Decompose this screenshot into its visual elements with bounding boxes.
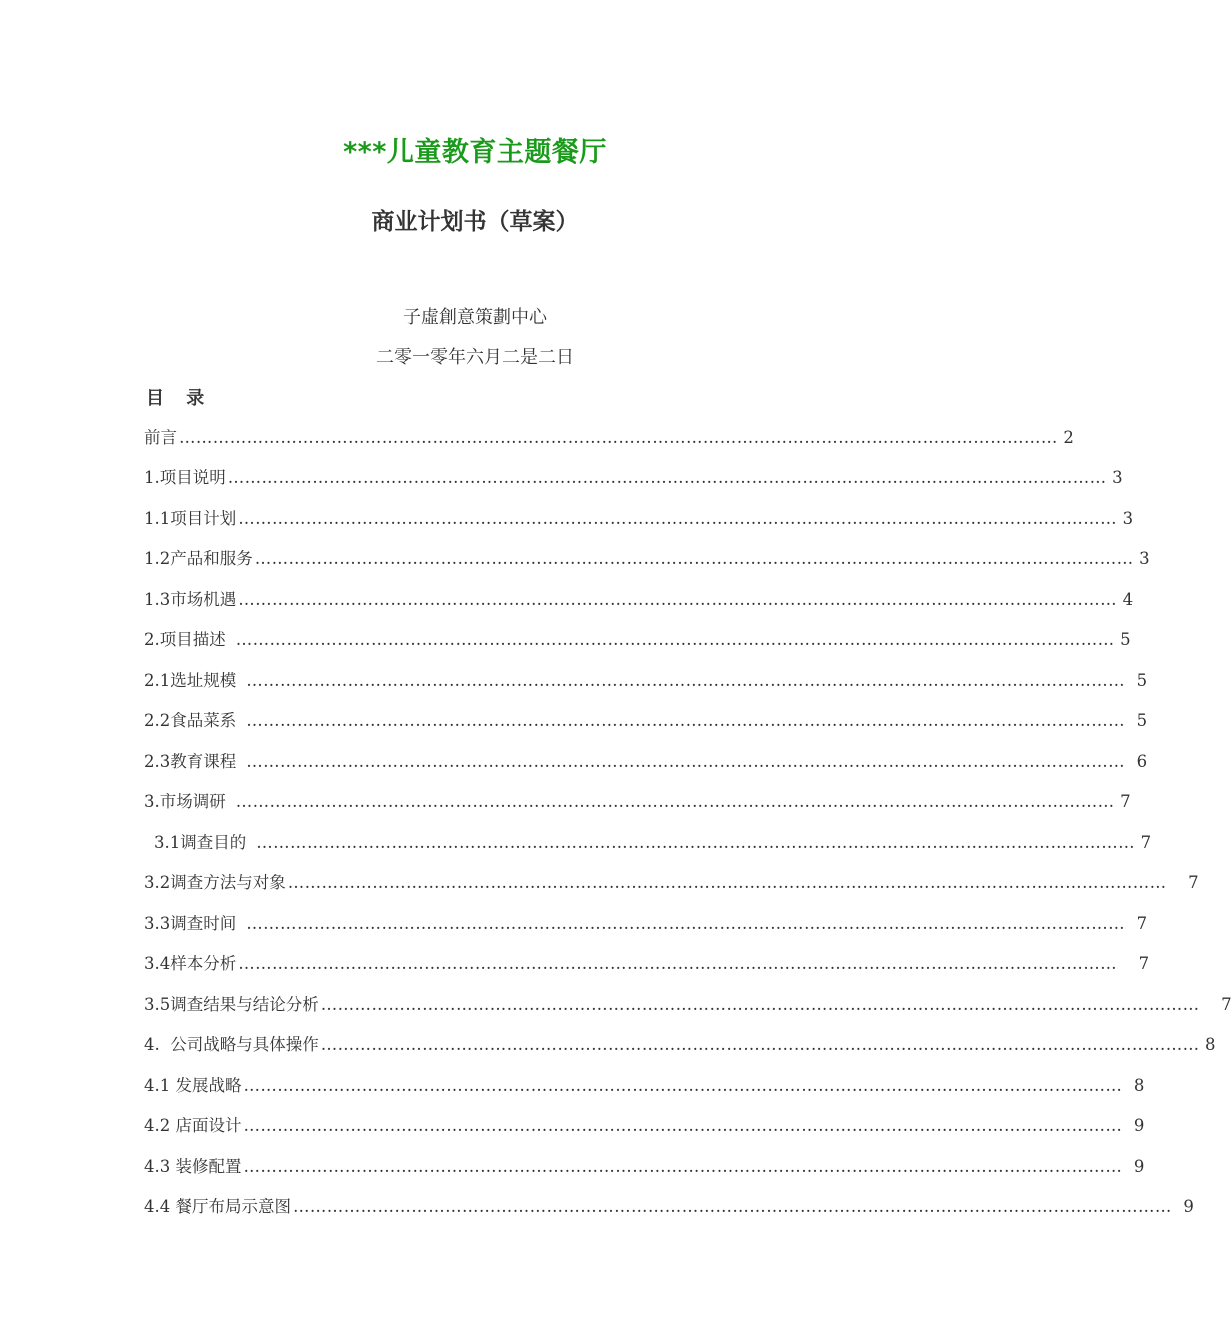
organization-name: 子虛創意策劃中心 — [403, 307, 547, 328]
toc-entry[interactable] — [144, 788, 1131, 814]
toc-entry-page: 9 — [1133, 1116, 1145, 1135]
toc-leader-dots: ………………………………………………………………………………………………………………………………………… — [246, 671, 1126, 690]
toc-entry-label: 1.3市场机遇 — [144, 590, 237, 609]
toc-entry[interactable] — [144, 950, 1150, 976]
toc-entry-page: 7 — [1221, 995, 1232, 1014]
toc-leader-dots: ………………………………………………………………………………………………………………………………………… — [235, 792, 1115, 811]
toc-entry-label: 2.1选址规模 — [144, 671, 237, 690]
toc-entry[interactable] — [144, 464, 1123, 490]
toc-leader-dots: ………………………………………………………………………………………………………………………………………… — [254, 549, 1134, 568]
toc-entry-label: 2.2食品菜系 — [144, 711, 237, 730]
toc-entry-page: 7 — [1188, 873, 1199, 892]
toc-leader-dots: ………………………………………………………………………………………………………………………………………… — [235, 630, 1115, 649]
toc-entry-page: 8 — [1205, 1035, 1216, 1054]
toc-entry-label: 2.3教育课程 — [144, 752, 237, 771]
toc-entry-label: 1.2产品和服务 — [144, 549, 253, 568]
toc-entry-page: 7 — [1120, 792, 1131, 811]
toc-entry-page: 3 — [1139, 549, 1150, 568]
toc-leader-dots: ………………………………………………………………………………………………………………………………………… — [246, 752, 1126, 771]
toc-entry-page: 7 — [1138, 954, 1150, 973]
toc-entry[interactable] — [144, 910, 1148, 936]
toc-entry[interactable] — [144, 667, 1148, 693]
toc-entry-label: 3.2调查方法与对象 — [144, 873, 286, 892]
toc-entry-label: 3.1调查目的 — [154, 833, 247, 852]
toc-entry[interactable] — [144, 1112, 1145, 1138]
toc-entry-page: 4 — [1122, 590, 1134, 609]
document-date: 二零一零年六月二是二日 — [376, 347, 574, 368]
toc-leader-dots: ………………………………………………………………………………………………………………………………………… — [179, 428, 1058, 447]
toc-entry-page: 7 — [1136, 914, 1148, 933]
toc-entry[interactable] — [144, 748, 1148, 774]
toc-leader-dots: ………………………………………………………………………………………………………………………………………… — [320, 1035, 1200, 1054]
toc-leader-dots: ………………………………………………………………………………………………………………………………………… — [227, 468, 1107, 487]
toc-entry-label: 3.5调查结果与结论分析 — [144, 995, 319, 1014]
toc-entry-page: 8 — [1133, 1076, 1145, 1095]
toc-leader-dots: ………………………………………………………………………………………………………………………………………… — [238, 590, 1118, 609]
toc-entry-page: 6 — [1136, 752, 1148, 771]
toc-entry-page: 9 — [1183, 1197, 1194, 1216]
toc-entry-page: 3 — [1122, 509, 1134, 528]
toc-leader-dots: ………………………………………………………………………………………………………………………………………… — [320, 995, 1200, 1014]
toc-entry[interactable] — [144, 424, 1074, 450]
toc-entry[interactable] — [144, 1153, 1145, 1179]
document-subtitle: 商业计划书（草案） — [371, 209, 579, 235]
toc-leader-dots: ………………………………………………………………………………………………………………………………………… — [293, 1197, 1172, 1216]
toc-entry-label: 3.市场调研 — [144, 792, 226, 811]
toc-entry[interactable] — [144, 991, 1232, 1017]
toc-entry[interactable] — [144, 545, 1150, 571]
toc-leader-dots: ………………………………………………………………………………………………………………………………………… — [246, 914, 1126, 933]
toc-entry[interactable] — [144, 626, 1131, 652]
toc-entry-label: 3.4样本分析 — [144, 954, 237, 973]
toc-leader-dots: ………………………………………………………………………………………………………………………………………… — [243, 1076, 1123, 1095]
toc-leader-dots: ………………………………………………………………………………………………………………………………………… — [287, 873, 1167, 892]
toc-heading: 目 录 — [146, 388, 213, 409]
toc-leader-dots: ………………………………………………………………………………………………………………………………………… — [243, 1116, 1123, 1135]
toc-entry[interactable] — [144, 1031, 1216, 1057]
toc-entry-label: 4.2 店面设计 — [144, 1116, 242, 1135]
toc-entry[interactable] — [144, 586, 1134, 612]
toc-entry[interactable] — [144, 1072, 1145, 1098]
toc-entry-page: 2 — [1063, 428, 1074, 447]
toc-entry-label: 4.4 餐厅布局示意图 — [144, 1197, 291, 1216]
toc-entry-page: 9 — [1133, 1157, 1145, 1176]
toc-entry[interactable] — [144, 707, 1148, 733]
toc-entry-label: 3.3调查时间 — [144, 914, 237, 933]
document-title: ***儿童教育主题餐厅 — [343, 137, 607, 168]
toc-entry-label: 1.1项目计划 — [144, 509, 237, 528]
toc-entry[interactable] — [144, 829, 1152, 855]
toc-leader-dots: ………………………………………………………………………………………………………………………………………… — [243, 1157, 1123, 1176]
toc-entry-label: 1.项目说明 — [144, 468, 226, 487]
toc-entry-label: 4. 公司战略与具体操作 — [144, 1035, 319, 1054]
toc-leader-dots: ………………………………………………………………………………………………………………………………………… — [246, 711, 1126, 730]
toc-entry-page: 7 — [1140, 833, 1152, 852]
toc-entry[interactable] — [144, 869, 1199, 895]
toc-leader-dots: ………………………………………………………………………………………………………………………………………… — [238, 509, 1118, 528]
toc-leader-dots: ………………………………………………………………………………………………………………………………………… — [256, 833, 1136, 852]
toc-entry-label: 前言 — [144, 428, 177, 447]
toc-entry-label: 2.项目描述 — [144, 630, 226, 649]
toc-entry-label: 4.1 发展战略 — [144, 1076, 242, 1095]
toc-entry-page: 3 — [1112, 468, 1123, 487]
toc-entry[interactable] — [144, 505, 1134, 531]
toc-entry-page: 5 — [1136, 671, 1148, 690]
toc-entry-page: 5 — [1120, 630, 1131, 649]
toc-leader-dots: ………………………………………………………………………………………………………………………………………… — [238, 954, 1118, 973]
toc-entry[interactable] — [144, 1193, 1194, 1219]
toc-entry-page: 5 — [1136, 711, 1148, 730]
toc-entry-label: 4.3 装修配置 — [144, 1157, 242, 1176]
